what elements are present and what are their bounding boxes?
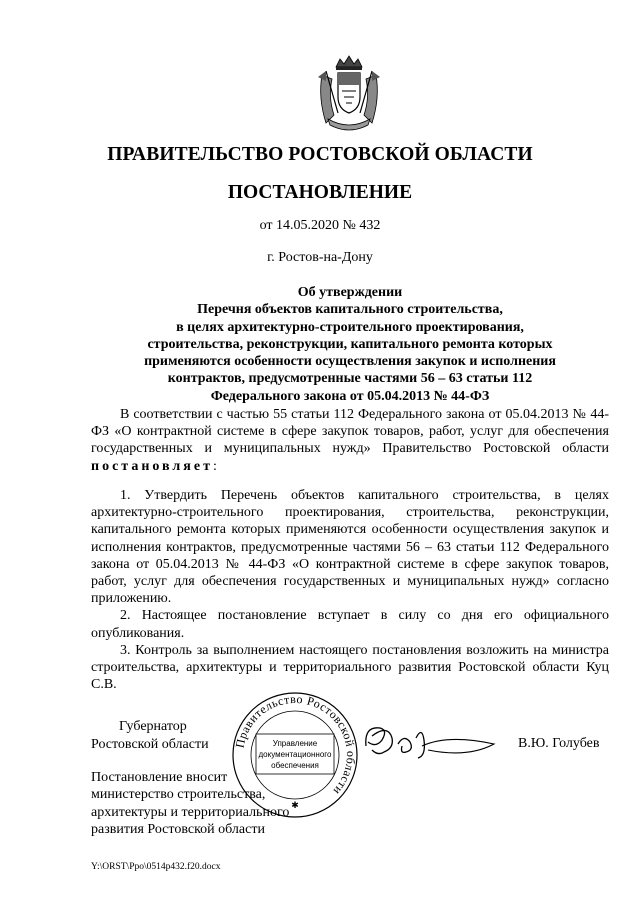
title-line: контрактов, предусмотренные частями 56 – 63 статьи 112 [167,371,533,387]
document-date-number: от 14.05.2020 № 432 [259,218,381,233]
preamble-paragraph [91,406,609,475]
title-line: Федерального закона от 05.04.2013 № 44-ФЗ [210,388,490,404]
submitter-line: развития Ростовской области [91,822,265,838]
preamble-colon: : [212,458,217,474]
submitter-line: архитектуры и территориального [91,804,290,820]
resolution-item: 3. Контроль за выполнением настоящего постановления возложить на министра строительства, архитектуры и территориального развития Ростовской области Куц С.В. [91,642,609,693]
stamp-center-line: Управление [272,739,318,748]
resolution-item: 1. Утвердить Перечень объектов капитального строительства, в целях архитектурно-строительного проектирования, строительства, реконструкции, капитального ремонта которых применяются особенности осуществления закупок и исполнения контрактов, предусмотренные частями 56 – 63 статьи 112 Федерального закона от 05.04.2013 № 44-ФЗ «О контрактной системе в сфере закупок товаров, работ, услуг для обеспечения государственных и муниципальных нужд» согласно приложению. [91,488,609,607]
resolution-items [91,487,609,693]
title-line: Об утверждении [297,285,403,300]
title-line: Перечня объектов капитального строительства, [197,302,503,318]
file-path-footer: Y:\ORST\Ppo\0514p432.f20.docx [91,862,221,872]
title-line: в целях архитектурно-строительного проектирования, [176,319,524,335]
title-line: применяются особенности осуществления закупок и исполнения [144,354,556,370]
stamp-center-line: документационного [258,750,332,759]
organization-name: ПРАВИТЕЛЬСТВО РОСТОВСКОЙ ОБЛАСТИ [107,144,533,165]
submitter-line: министерство строительства, [91,787,266,803]
resolution-item: 2. Настоящее постановление вступает в силу со дня его официального опубликования. [91,608,609,641]
signatory-name: В.Ю. Голубев [518,736,600,751]
submitter-line: Постановление вносит [91,770,228,785]
signatory-position [91,718,209,753]
signatory-position-line: Ростовской области [91,736,209,752]
handwritten-signature [358,716,498,768]
resolves-word: постановляет [91,458,213,474]
document-title [140,284,560,405]
title-line: строительства, реконструкции, капитального ремонта которых [147,336,553,352]
coat-of-arms-icon [314,53,384,131]
preamble-text: В соответствии с частью 55 статьи 112 Федерального закона от 05.04.2013 № 44-ФЗ «О контрактной системе в сфере закупок товаров, работ, услуг для обеспечения государственных и муниципальных нужд» Правительство Ростовской области [91,407,609,457]
submitter-block [91,769,289,839]
signatory-position-line: Губернатор [119,719,187,734]
stamp-center-line: обеспечения [271,761,319,770]
svg-text:✱: ✱ [291,801,299,811]
document-city: г. Ростов-на-Дону [267,250,373,265]
stamp-ring-text: Правительство Ростовской области [232,691,359,799]
document-type: ПОСТАНОВЛЕНИЕ [227,182,413,203]
